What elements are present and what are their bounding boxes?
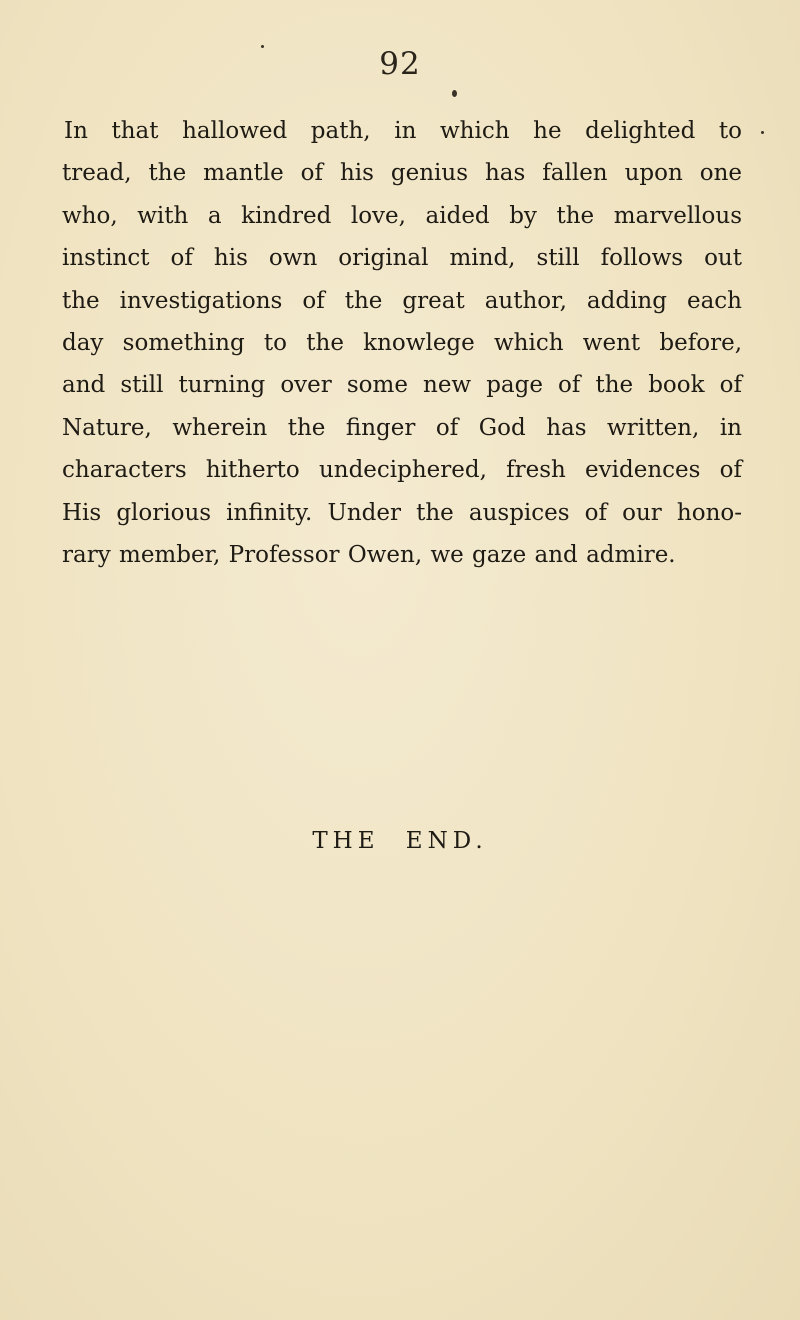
- paragraph-line: Nature, wherein the finger of God has written, in: [62, 414, 742, 441]
- paragraph-line: characters hitherto undeciphered, fresh evidences of: [62, 457, 742, 484]
- ink-speck: [261, 45, 264, 48]
- paragraph-line: tread, the mantle of his genius has fallen upon one: [62, 160, 742, 187]
- paragraph-line: instinct of his own original mind, still follows out: [62, 245, 742, 272]
- ink-speck: [761, 131, 764, 134]
- paragraph-line: In that hallowed path, in which he delighted to: [64, 118, 742, 144]
- closing-text: THE END.: [312, 828, 488, 854]
- body-paragraph: [62, 110, 742, 576]
- ink-speck: [452, 90, 457, 97]
- page-number: 92: [379, 46, 421, 82]
- paragraph-line: and still turning over some new page of the book of: [62, 372, 742, 399]
- paragraph-line: the investigations of the great author, adding each: [62, 287, 742, 314]
- paragraph-line: His glorious infinity. Under the auspices of our hono-: [62, 499, 742, 526]
- paragraph-line: day something to the knowlege which went before,: [62, 329, 742, 356]
- paragraph-line: rary member, Professor Owen, we gaze and admire.: [62, 541, 676, 568]
- paragraph-line: who, with a kindred love, aided by the marvellous: [62, 202, 742, 229]
